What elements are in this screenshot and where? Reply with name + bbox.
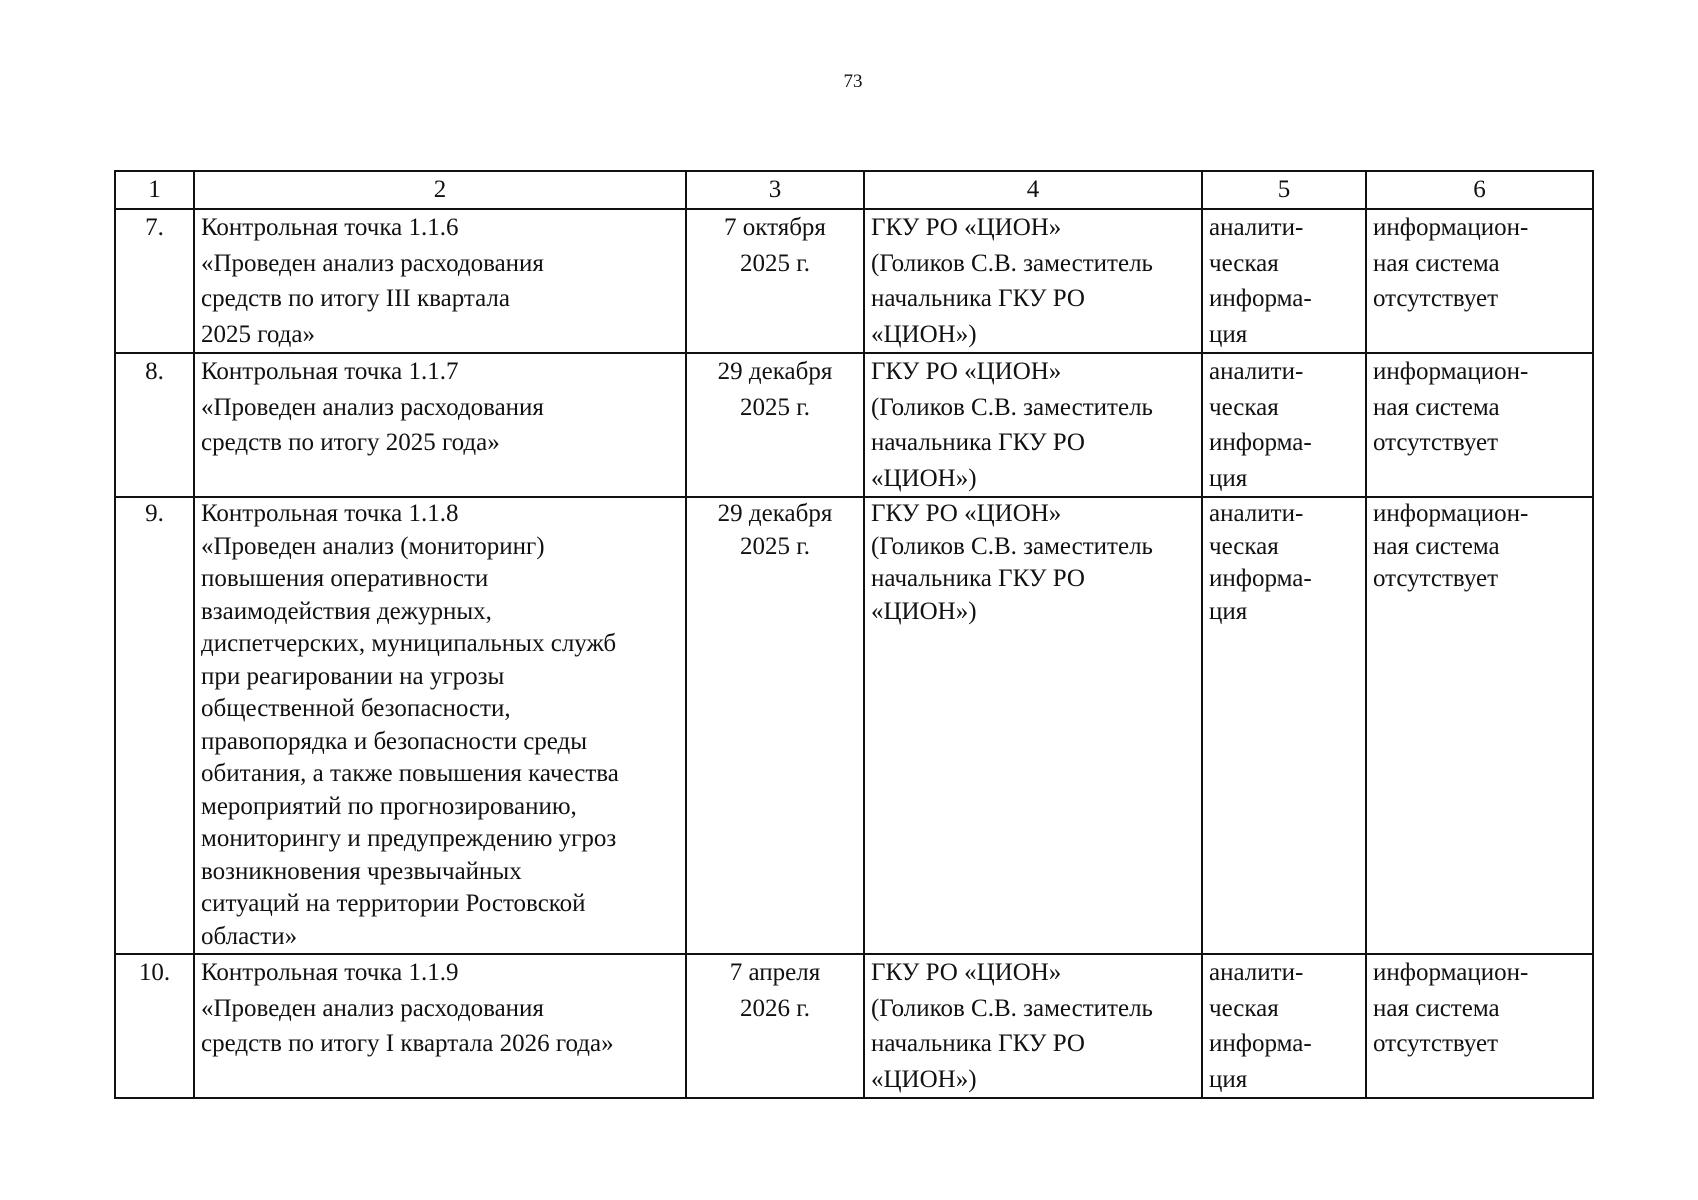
cell-text-line: ческая <box>1209 994 1279 1022</box>
cell-text-line: аналити- <box>1209 959 1304 986</box>
responsible-cell <box>864 209 1202 353</box>
control-point-cell <box>194 353 686 497</box>
cell-text-line: обитания, а также повышения качества <box>201 760 619 787</box>
cell-text-line: 7 апреля <box>729 959 821 986</box>
cell-text-line: ная система <box>1373 532 1500 560</box>
date-cell <box>686 353 864 497</box>
cell-text-line: ная система <box>1373 994 1500 1022</box>
document-type-cell <box>1202 209 1366 353</box>
cell-text-line: 7 октября <box>724 214 826 241</box>
cell-text-line: «Проведен анализ (мониторинг) <box>201 532 545 560</box>
cell-text-line: «ЦИОН») <box>871 597 977 625</box>
cell-text-line: информацион- <box>1373 358 1529 385</box>
cell-text-line: средств по итогу I квартала 2026 года» <box>201 1030 614 1057</box>
cell-text-line: Контрольная точка 1.1.6 <box>201 214 459 241</box>
column-header: 6 <box>1366 171 1593 209</box>
column-header: 4 <box>864 171 1202 209</box>
row-number-cell: 9. <box>115 497 194 954</box>
info-system-cell <box>1366 353 1593 497</box>
info-system-cell <box>1366 497 1593 954</box>
row-number-cell: 7. <box>115 209 194 353</box>
cell-text-line: информацион- <box>1373 500 1529 527</box>
cell-text-line: начальника ГКУ РО <box>871 285 1085 312</box>
cell-text-line: отсутствует <box>1373 565 1499 592</box>
cell-text-line: информа- <box>1209 1030 1312 1057</box>
date-cell <box>686 497 864 954</box>
row-number-cell: 8. <box>115 353 194 497</box>
cell-text-line: правопорядка и безопасности среды <box>201 727 588 755</box>
table-body <box>115 209 1593 1098</box>
cell-text-line: Контрольная точка 1.1.9 <box>201 959 459 986</box>
cell-text-line: начальника ГКУ РО <box>871 429 1085 456</box>
info-system-cell <box>1366 209 1593 353</box>
cell-text-line: «ЦИОН») <box>871 320 977 348</box>
column-header: 2 <box>194 171 686 209</box>
cell-text-line: диспетчерских, муниципальных служб <box>201 630 617 657</box>
cell-text-line: (Голиков С.В. заместитель <box>871 393 1153 421</box>
cell-text-line: отсутствует <box>1373 429 1499 456</box>
cell-text-line: информа- <box>1209 429 1312 456</box>
control-point-cell <box>194 209 686 353</box>
table-row <box>115 209 1593 353</box>
cell-text-line: 2026 г. <box>740 994 810 1022</box>
cell-text-line: «ЦИОН») <box>871 1065 977 1093</box>
date-cell <box>686 954 864 1098</box>
control-point-cell <box>194 954 686 1098</box>
column-header: 3 <box>686 171 864 209</box>
cell-text-line: ция <box>1209 464 1248 492</box>
responsible-cell <box>864 353 1202 497</box>
cell-text-line: 2025 г. <box>740 249 810 277</box>
cell-text-line: аналити- <box>1209 500 1304 527</box>
cell-text-line: начальника ГКУ РО <box>871 1030 1085 1057</box>
row-number-cell: 10. <box>115 954 194 1098</box>
cell-text-line: повышения оперативности <box>201 565 489 592</box>
cell-text-line: 2025 г. <box>740 532 810 560</box>
table-row <box>115 497 1593 954</box>
cell-text-line: возникновения чрезвычайных <box>201 857 522 885</box>
cell-text-line: аналити- <box>1209 358 1304 385</box>
cell-text-line: ция <box>1209 597 1248 625</box>
cell-text-line: Контрольная точка 1.1.7 <box>201 358 459 385</box>
cell-text-line: ция <box>1209 320 1248 348</box>
cell-text-line: ситуаций на территории Ростовской <box>201 890 586 917</box>
cell-text-line: «ЦИОН») <box>871 464 977 492</box>
column-header: 5 <box>1202 171 1366 209</box>
document-type-cell <box>1202 353 1366 497</box>
cell-text-line: отсутствует <box>1373 1030 1499 1057</box>
cell-text-line: мероприятий по прогнозированию, <box>201 792 577 820</box>
cell-text-line: «Проведен анализ расходования <box>201 393 544 421</box>
table-row <box>115 954 1593 1098</box>
cell-text-line: ция <box>1209 1065 1248 1093</box>
date-cell <box>686 209 864 353</box>
cell-text-line: 2025 г. <box>740 393 810 421</box>
cell-text-line: информацион- <box>1373 214 1529 241</box>
cell-text-line: (Голиков С.В. заместитель <box>871 532 1153 560</box>
responsible-cell <box>864 497 1202 954</box>
table-row <box>115 353 1593 497</box>
cell-text-line: аналити- <box>1209 214 1304 241</box>
cell-text-line: взаимодействия дежурных, <box>201 597 492 625</box>
cell-text-line: средств по итогу 2025 года» <box>201 429 500 456</box>
cell-text-line: «Проведен анализ расходования <box>201 994 544 1022</box>
cell-text-line: ческая <box>1209 393 1279 421</box>
column-header: 1 <box>115 171 194 209</box>
cell-text-line: мониторингу и предупреждению угроз <box>201 825 617 852</box>
cell-text-line: 29 декабря <box>717 358 833 385</box>
cell-text-line: области» <box>201 922 298 950</box>
control-point-cell <box>194 497 686 954</box>
cell-text-line: 2025 года» <box>201 320 315 348</box>
cell-text-line: (Голиков С.В. заместитель <box>871 249 1153 277</box>
cell-text-line: средств по итогу III квартала <box>201 285 510 312</box>
cell-text-line: отсутствует <box>1373 285 1499 312</box>
document-type-cell <box>1202 497 1366 954</box>
cell-text-line: 29 декабря <box>717 500 833 527</box>
cell-text-line: ГКУ РО «ЦИОН» <box>871 500 1062 527</box>
document-type-cell <box>1202 954 1366 1098</box>
cell-text-line: ГКУ РО «ЦИОН» <box>871 358 1062 385</box>
cell-text-line: ческая <box>1209 249 1279 277</box>
cell-text-line: ческая <box>1209 532 1279 560</box>
cell-text-line: ная система <box>1373 249 1500 277</box>
cell-text-line: общественной безопасности, <box>201 695 511 722</box>
cell-text-line: ГКУ РО «ЦИОН» <box>871 959 1062 986</box>
cell-text-line: ная система <box>1373 393 1500 421</box>
cell-text-line: «Проведен анализ расходования <box>201 249 544 277</box>
cell-text-line: начальника ГКУ РО <box>871 565 1085 592</box>
control-points-table <box>114 170 1594 1099</box>
cell-text-line: информа- <box>1209 285 1312 312</box>
page-number: 73 <box>843 71 863 92</box>
cell-text-line: при реагировании на угрозы <box>201 662 505 690</box>
cell-text-line: ГКУ РО «ЦИОН» <box>871 214 1062 241</box>
cell-text-line: (Голиков С.В. заместитель <box>871 994 1153 1022</box>
info-system-cell <box>1366 954 1593 1098</box>
table-header-row <box>115 171 1593 209</box>
cell-text-line: информа- <box>1209 565 1312 592</box>
cell-text-line: Контрольная точка 1.1.8 <box>201 500 459 527</box>
cell-text-line: информацион- <box>1373 959 1529 986</box>
responsible-cell <box>864 954 1202 1098</box>
